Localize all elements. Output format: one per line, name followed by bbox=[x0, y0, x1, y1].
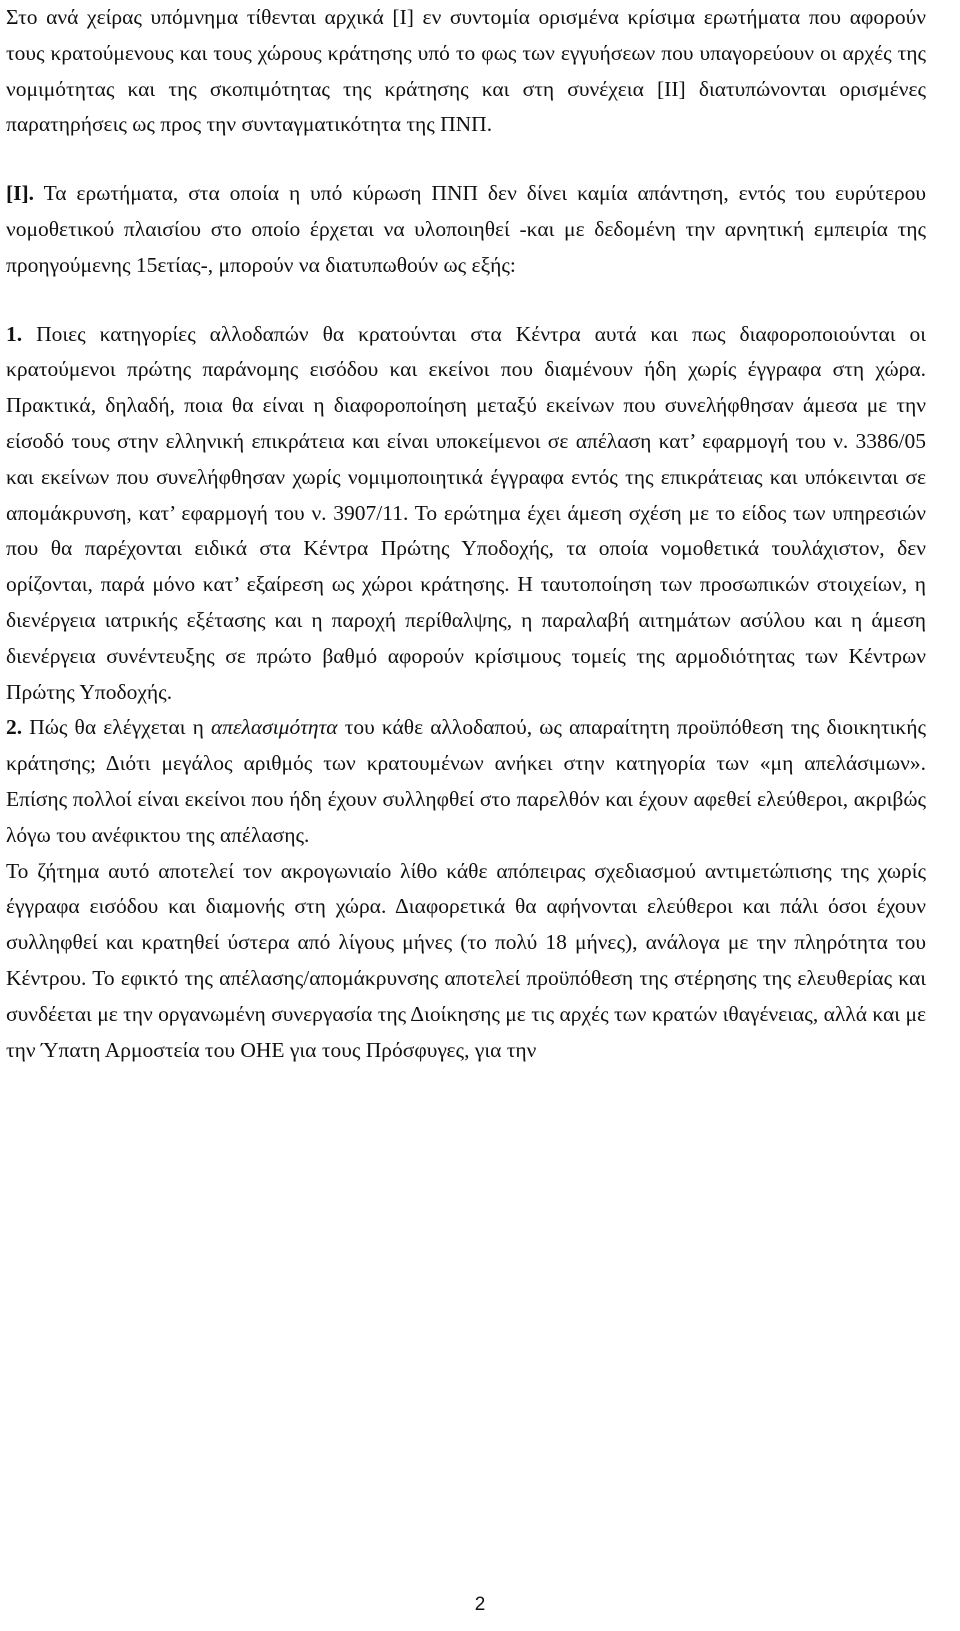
section-I-text: Τα ερωτήματα, στα οποία η υπό κύρωση ΠΝΠ δεν δίνει καμία απάντηση, εντός του ευρύτερου νομοθετικού πλαισίου στο οποίο έρχεται να υλοποιηθεί -και με δεδομένη την αρνητική εμπειρία της προηγούμενης 15ετίας-, μπορούν να διατυπωθούν ως εξής: bbox=[6, 181, 926, 277]
question-1-marker: 1. bbox=[6, 321, 23, 346]
question-1-paragraph bbox=[6, 317, 926, 711]
intro-paragraph: Στο ανά χείρας υπόμνημα τίθενται αρχικά [Ι] εν συντομία ορισμένα κρίσιμα ερωτήματα που αφορούν τους κρατούμενους και τους χώρους κράτησης υπό το φως των εγγυήσεων που υπαγορεύουν οι αρχές της νομιμότητας και της σκοπιμότητας της κράτησης και στη συνέχεια [ΙΙ] διατυπώνονται ορισμένες παρατηρήσεις ως προς την συνταγματικότητα της ΠΝΠ. bbox=[6, 5, 926, 137]
question-2-italic-term: απελασιμότητα bbox=[210, 715, 338, 740]
question-2-text-before: Πώς θα ελέγχεται η bbox=[22, 715, 211, 740]
question-2-marker: 2. bbox=[6, 715, 23, 740]
page-number: 2 bbox=[474, 1594, 486, 1615]
section-I-marker: [Ι]. bbox=[6, 181, 35, 206]
question-1-text: Ποιες κατηγορίες αλλοδαπών θα κρατούνται στα Κέντρα αυτά και πως διαφοροποιούνται οι κρατούμενοι πρώτης παράνομης εισόδου και εκείνοι που διαμένουν ήδη χωρίς έγγραφα στη χώρα. Πρακτικά, δηλαδή, ποια θα είναι η διαφοροποίηση μεταξύ εκείνων που συνελήφθησαν άμεσα με την είσοδό τους στην ελληνική επικράτεια και είναι υποκείμενοι σε απέλαση κατ’ εφαρμογή του ν. 3386/05 και εκείνων που συνελήφθησαν χωρίς νομιμοποιητικά έγγραφα εντός της επικράτειας και υπόκεινται σε απομάκρυνση, κατ’ εφαρμογή του ν. 3907/11. Το ερώτημα έχει άμεση σχέση με το είδος των υπηρεσιών που θα παρέχονται ειδικά στα Κέντρα Πρώτης Υποδοχής, τα οποία νομοθετικά τουλάχιστον, δεν ορίζονται, παρά μόνο κατ’ εξαίρεση ως χώροι κράτησης. Η ταυτοποίηση των προσωπικών στοιχείων, η διενέργεια ιατρικής εξέτασης και η παροχή περίθαλψης, η παραλαβή αιτημάτων ασύλου και η άμεση διενέργεια συνέντευξης σε πρώτο βαθμό αφορούν κρίσιμους τομείς της αρμοδιότητας των Κέντρων Πρώτης Υποδοχής. bbox=[6, 321, 926, 704]
paragraph-3: Το ζήτημα αυτό αποτελεί τον ακρογωνιαίο λίθο κάθε απόπειρας σχεδιασμού αντιμετώπισης της χωρίς έγγραφα εισόδου και διαμονής στη χώρα. Διαφορετικά θα αφήνονται ελεύθεροι και πάλι όσοι έχουν συλληφθεί και κρατηθεί ύστερα από λίγους μήνες (το πολύ 18 μήνες), ανάλογα με την πληρότητα του Κέντρου. Το εφικτό της απέλασης/απομάκρυνσης αποτελεί προϋπόθεση της στέρησης της ελευθερίας και συνδέεται με την οργανωμένη συνεργασία της Διοίκησης με τις αρχές των κρατών ιθαγένειας, αλλά και με την Ύπατη Αρμοστεία του ΟΗΕ για τους Πρόσφυγες, για την bbox=[6, 858, 926, 1062]
question-2-paragraph bbox=[6, 710, 926, 853]
document-page bbox=[6, 0, 926, 1068]
question-2-text-after: του κάθε αλλοδαπού, ως απαραίτητη προϋπόθεση της διοικητικής κράτησης; Διότι μεγάλος αριθμός των κρατουμένων ανήκει στην κατηγορία των «μη απελάσιμων». Επίσης πολλοί είναι εκείνοι που ήδη έχουν συλληφθεί στο παρελθόν και έχουν αφεθεί ελεύθεροι, ακριβώς λόγω του ανέφικτου της απέλασης. bbox=[6, 715, 926, 847]
section-I-paragraph bbox=[6, 176, 926, 283]
